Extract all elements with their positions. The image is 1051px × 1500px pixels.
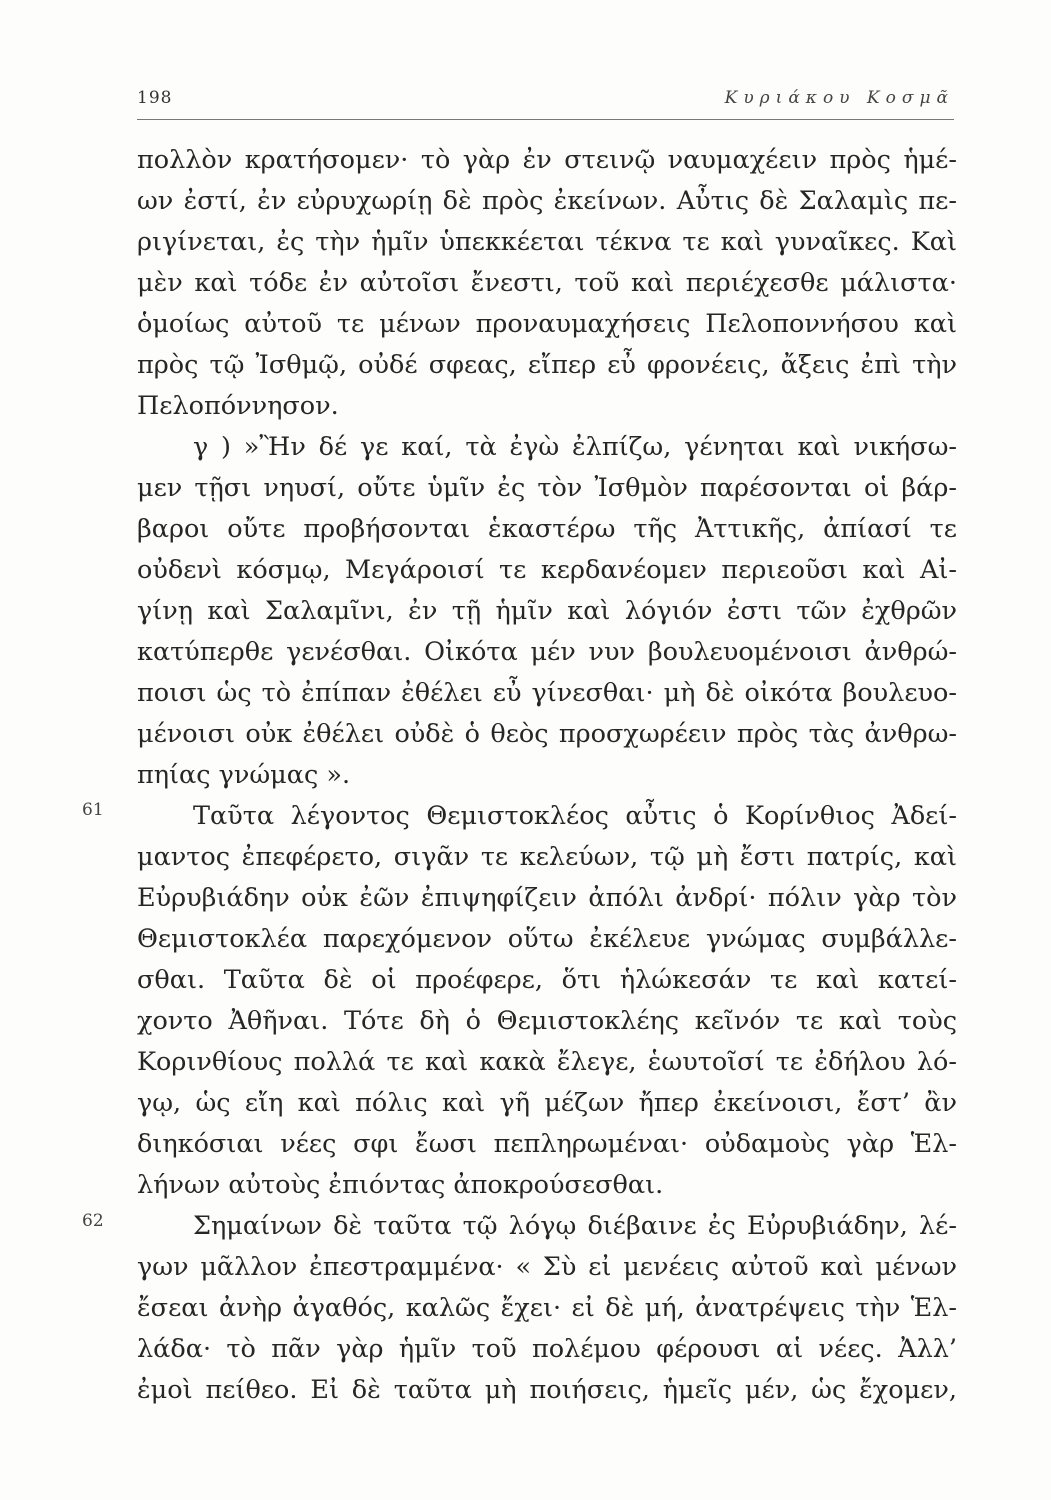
text-line: Κορινθίους πολλά τε καὶ κακὰ ἔλεγε, ἑωυτοῖσί τε ἐδήλου λό-: [137, 1047, 957, 1077]
text-line: λάδα· τὸ πᾶν γὰρ ἡμῖν τοῦ πολέμου φέρουσι αἱ νέες. Ἀλλ’: [137, 1334, 957, 1364]
page-header: [137, 88, 954, 118]
text-line: βαροι οὔτε προβήσονται ἑκαστέρω τῆς Ἀττικῆς, ἀπίασί τε: [137, 514, 957, 544]
text-line: χοντο Ἀθῆναι. Τότε δὴ ὁ Θεμιστοκλέης κεῖνόν τε καὶ τοὺς: [137, 1006, 957, 1036]
text-line: διηκόσιαι νέες σφι ἔωσι πεπληρωμέναι· οὐδαμοὺς γὰρ Ἑλ-: [137, 1129, 957, 1159]
text-line: Θεμιστοκλέα παρεχόμενον οὕτω ἐκέλευε γνώμας συμβάλλε-: [137, 924, 957, 954]
section-number-62: 62: [82, 1211, 104, 1231]
text-line: ποισι ὡς τὸ ἐπίπαν ἐθέλει εὖ γίνεσθαι· μὴ δὲ οἰκότα βουλευο-: [137, 678, 957, 708]
text-line: μαντος ἐπεφέρετο, σιγᾶν τε κελεύων, τῷ μὴ ἔστι πατρίς, καὶ: [137, 842, 957, 872]
text-line: ων ἐστί, ἐν εὐρυχωρίῃ δὲ πρὸς ἐκείνων. Αὖτις δὲ Σαλαμὶς πε-: [137, 186, 957, 216]
page-number: 198: [137, 88, 173, 108]
text-line: ὁμοίως αὐτοῦ τε μένων προναυμαχήσεις Πελοποννήσου καὶ: [137, 309, 957, 339]
text-line: γ ) »Ἢν δέ γε καί, τὰ ἐγὼ ἐλπίζω, γένηται καὶ νικήσω-: [193, 432, 957, 462]
text-line: Εὐρυβιάδην οὐκ ἐῶν ἐπιψηφίζειν ἀπόλι ἀνδρί· πόλιν γὰρ τὸν: [137, 883, 957, 913]
text-line: ἐμοὶ πείθεο. Εἰ δὲ ταῦτα μὴ ποιήσεις, ἡμεῖς μέν, ὡς ἔχομεν,: [137, 1375, 957, 1405]
text-line: λήνων αὐτοὺς ἐπιόντας ἀποκρούσεσθαι.: [137, 1170, 664, 1200]
header-rule: [137, 119, 954, 120]
text-line: μεν τῇσι νηυσί, οὔτε ὑμῖν ἐς τὸν Ἰσθμὸν παρέσονται οἱ βάρ-: [137, 473, 957, 503]
text-line: κατύπερθε γενέσθαι. Οἰκότα μέν νυν βουλευομένοισι ἀνθρώ-: [137, 637, 957, 667]
text-line: πολλὸν κρατήσομεν· τὸ γὰρ ἐν στεινῷ ναυμαχέειν πρὸς ἡμέ-: [137, 145, 957, 175]
text-line: γων μᾶλλον ἐπεστραμμένα· « Σὺ εἰ μενέεις αὐτοῦ καὶ μένων: [137, 1252, 957, 1282]
running-head: Κυριάκου Κοσμᾶ: [724, 88, 954, 108]
text-line: Ταῦτα λέγοντος Θεμιστοκλέος αὖτις ὁ Κορίνθιος Ἀδεί-: [193, 801, 957, 831]
text-line: μὲν καὶ τόδε ἐν αὐτοῖσι ἔνεστι, τοῦ καὶ περιέχεσθε μάλιστα·: [137, 268, 957, 298]
text-line: μένοισι οὐκ ἐθέλει οὐδὲ ὁ θεὸς προσχωρέειν πρὸς τὰς ἀνθρω-: [137, 719, 957, 749]
text-line: γῳ, ὡς εἴη καὶ πόλις καὶ γῆ μέζων ἤπερ ἐκείνοισι, ἔστ’ ἂν: [137, 1088, 957, 1118]
text-line: οὐδενὶ κόσμῳ, Μεγάροισί τε κερδανέομεν περιεοῦσι καὶ Αἰ-: [137, 555, 957, 585]
text-line: σθαι. Ταῦτα δὲ οἱ προέφερε, ὅτι ἡλώκεσάν τε καὶ κατεί-: [137, 965, 957, 995]
text-line: πρὸς τῷ Ἰσθμῷ, οὐδέ σφεας, εἴπερ εὖ φρονέεις, ἄξεις ἐπὶ τὴν: [137, 350, 957, 380]
text-line: Σημαίνων δὲ ταῦτα τῷ λόγῳ διέβαινε ἐς Εὐρυβιάδην, λέ-: [193, 1211, 957, 1241]
text-line: ριγίνεται, ἐς τὴν ἡμῖν ὑπεκκέεται τέκνα τε καὶ γυναῖκες. Καὶ: [137, 227, 957, 257]
text-line: πηίας γνώμας ».: [137, 760, 351, 790]
body-text: [137, 140, 957, 1411]
text-line: Πελοπόννησον.: [137, 391, 339, 421]
text-line: ἔσεαι ἀνὴρ ἀγαθός, καλῶς ἔχει· εἰ δὲ μή, ἀνατρέψεις τὴν Ἑλ-: [137, 1293, 957, 1323]
section-number-61: 61: [82, 800, 104, 820]
text-line: γίνῃ καὶ Σαλαμῖνι, ἐν τῇ ἡμῖν καὶ λόγιόν ἐστι τῶν ἐχθρῶν: [137, 596, 957, 626]
